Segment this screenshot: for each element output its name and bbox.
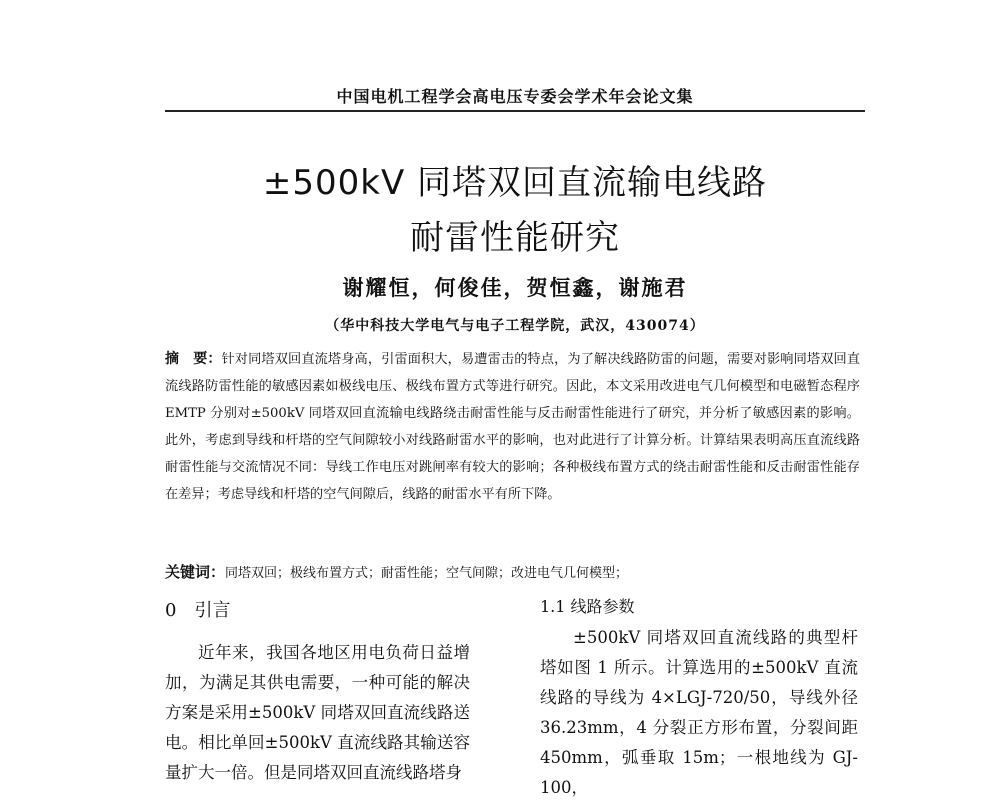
introduction-paragraph: 近年来，我国各地区用电负荷日益增加，为满足其供电需要，一种可能的解决方案是采用±500kV 同塔双回直流线路送电。相比单回±500kV 直流线路其输送容量扩大一倍。但是同塔双回直流线路塔身: [165, 643, 470, 782]
section-heading-introduction: 0 引言: [165, 600, 231, 621]
keywords-label: 关键词：: [165, 563, 226, 581]
abstract-label: 摘 要：: [165, 351, 222, 367]
running-header: 中国电机工程学会高电压专委会学术年会论文集: [336, 87, 694, 106]
line-parameters-paragraph: ±500kV 同塔双回直流线路的典型杆塔如图 1 所示。计算选用的±500kV 直流线路的导线为 4×LGJ-720/50，导线外径36.23mm，4 分裂正方形布置，分裂间距450mm，弧垂取 15m；一根地线为 GJ-100，: [540, 628, 858, 797]
header-rule: [165, 110, 865, 112]
paper-title-line2: 耐雷性能研究: [410, 218, 620, 258]
abstract: [165, 346, 860, 508]
authors: 谢耀恒，何俊佳，贺恒鑫，谢施君: [342, 275, 688, 300]
abstract-text: 针对同塔双回直流塔身高，引雷面积大，易遭雷击的特点，为了解决线路防雷的问题，需要对影响同塔双回直流线路防雷性能的敏感因素如极线电压、极线布置方式等进行研究。因此，本文采用改进电气几何模型和电磁暂态程序 EMTP 分别对±500kV 同塔双回直流输电线路绕击耐雷性能与反击耐雷性能进行了研究，并分析了敏感因素的影响。此外，考虑到导线和杆塔的空气间隙较小对线路耐雷水平的影响，也对此进行了计算分析。计算结果表明高压直流线路耐雷性能与交流情况不同：导线工作电压对跳闸率有较大的影响；各种极线布置方式的绕击耐雷性能和反击耐雷性能存在差异；考虑导线和杆塔的空气间隙后，线路的耐雷水平有所下降。: [165, 352, 861, 502]
paper-title-line1: ±500kV 同塔双回直流输电线路: [262, 163, 768, 203]
keywords-text: 同塔双回；极线布置方式；耐雷性能；空气间隙；改进电气几何模型；: [225, 566, 629, 581]
affiliation: （华中科技大学电气与电子工程学院，武汉，430074）: [325, 318, 705, 334]
section-heading-line-parameters: 1.1 线路参数: [540, 597, 635, 616]
keywords: [165, 561, 860, 582]
